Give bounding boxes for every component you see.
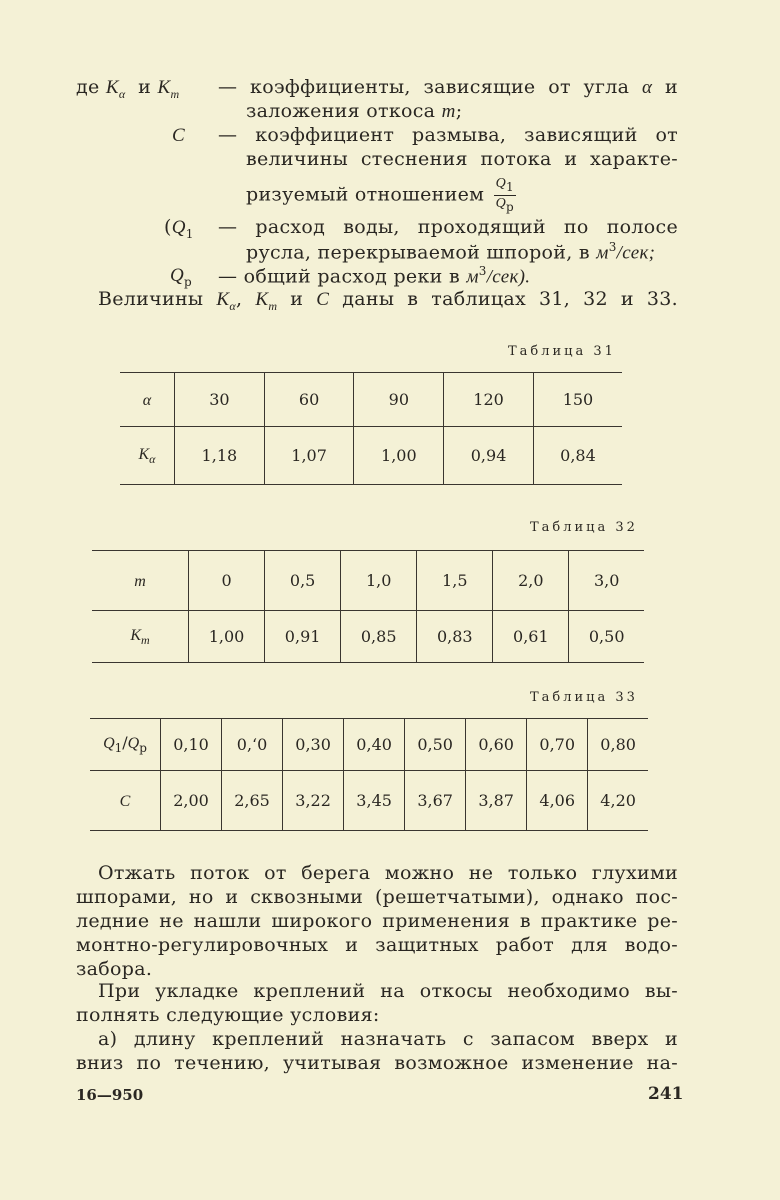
definition-km-text: — коэффициенты, зависящие от угла α и	[218, 76, 678, 98]
table31-cell: 1,18	[175, 427, 265, 485]
definition-c-symbol: C	[172, 125, 185, 146]
table31-alpha-row	[120, 373, 622, 427]
table31-cell: 150	[533, 373, 622, 427]
definition-line-4: величины стеснения потока и характе-	[246, 148, 678, 170]
definition-c-text: — коэффициент размыва, зависящий от	[218, 124, 678, 146]
table32-m-label: m	[92, 551, 189, 611]
table33-cell: 4,20	[588, 771, 648, 831]
table32-cell: 0,83	[417, 611, 493, 663]
paragraph-1-line-5: забора.	[76, 958, 153, 980]
table33-cell: 0,70	[527, 719, 588, 771]
table33-c-label: C	[90, 771, 161, 831]
definition-q1-symbol: ($Q_1$	[164, 216, 194, 241]
table31-ka-row	[120, 427, 622, 485]
definition-line-2: заложения откоса m;	[246, 100, 463, 122]
table33-cell: 3,67	[405, 771, 466, 831]
table32-m-row	[92, 551, 644, 611]
table31-cell: 60	[264, 373, 354, 427]
table33-cell: 0,ʻ0	[222, 719, 283, 771]
table31-alpha-label: α	[120, 373, 175, 427]
table33-cell: 2,65	[222, 771, 283, 831]
definition-line-1: де $K_\alpha$ и $K_m$	[76, 76, 180, 101]
definition-q1-text: — расход воды, проходящий по полосе	[218, 216, 678, 238]
table33-cell: 3,45	[344, 771, 405, 831]
table31-cell: 30	[175, 373, 265, 427]
definition-qp-text: — общий расход реки в $м^3/сек$).	[218, 264, 531, 288]
table32-cell: 0,5	[265, 551, 341, 611]
table31-caption: Таблица 31	[508, 344, 616, 359]
q1-qp-fraction: $\frac{Q_1}{Q_p}$	[495, 176, 514, 214]
table33-caption: Таблица 33	[530, 690, 638, 705]
table31-cell: 120	[444, 373, 534, 427]
table33-cell: 3,87	[466, 771, 527, 831]
table32-cell: 0,85	[341, 611, 417, 663]
table33-cell: 0,80	[588, 719, 648, 771]
table32-km-label: $K_m$	[92, 611, 189, 663]
page-number: 241	[648, 1084, 684, 1104]
table32-cell: 0,61	[493, 611, 569, 663]
table33-cell: 0,30	[283, 719, 344, 771]
paragraph-1-line-1: Отжать поток от берега можно не только глухими	[98, 862, 678, 884]
table33	[90, 718, 648, 831]
definition-qp-symbol: $Q_р$	[170, 265, 193, 289]
table31-ka-label: $K_\alpha$	[120, 427, 175, 485]
table32-cell: 1,5	[417, 551, 493, 611]
table32-cell: 0	[189, 551, 265, 611]
table32-km-row	[92, 611, 644, 663]
printer-signature: 16—950	[76, 1086, 144, 1104]
table33-cell: 2,00	[161, 771, 222, 831]
paragraph-1-line-3: ледние не нашли широкого применения в практике ре-	[76, 910, 678, 932]
table32-caption: Таблица 32	[530, 520, 638, 535]
table32-cell: 1,00	[189, 611, 265, 663]
table33-cell: 0,60	[466, 719, 527, 771]
paragraph-3-line-2: вниз по течению, учитывая возможное изменение на-	[76, 1052, 678, 1074]
paragraph-2-line-2: полнять следующие условия:	[76, 1004, 380, 1026]
table32-cell: 2,0	[493, 551, 569, 611]
paragraph-1-line-2: шпорами, но и сквозными (решетчатыми), однако пос-	[76, 886, 678, 908]
table31-cell: 1,00	[354, 427, 444, 485]
paragraph-1-line-4: монтно-регулировочных и защитных работ для водо-	[76, 934, 678, 956]
table32	[92, 550, 644, 663]
table31-cell: 90	[354, 373, 444, 427]
tables-reference-line: Величины $K_\alpha$, $K_m$ и C даны в таблицах 31, 32 и 33.	[98, 288, 678, 313]
table32-cell: 0,91	[265, 611, 341, 663]
table33-cell: 4,06	[527, 771, 588, 831]
paragraph-3-line-1: а) длину креплений назначать с запасом вверх и	[98, 1028, 678, 1050]
table31	[120, 372, 622, 485]
table31-cell: 0,94	[444, 427, 534, 485]
table33-cell: 0,10	[161, 719, 222, 771]
table33-ratio-row	[90, 719, 648, 771]
table33-c-row	[90, 771, 648, 831]
table32-cell: 1,0	[341, 551, 417, 611]
definition-line-5: ризуемый отношением $\frac{Q_1}{Q_p}$	[246, 176, 514, 214]
table33-cell: 0,50	[405, 719, 466, 771]
table33-ratio-label: $Q_1/Q_p$	[90, 719, 161, 771]
table33-cell: 0,40	[344, 719, 405, 771]
definition-line-7: русла, перекрываемой шпорой, в $м^3$/сек;	[246, 240, 656, 264]
table33-cell: 3,22	[283, 771, 344, 831]
table31-cell: 0,84	[533, 427, 622, 485]
table31-cell: 1,07	[264, 427, 354, 485]
table32-cell: 0,50	[569, 611, 644, 663]
table32-cell: 3,0	[569, 551, 644, 611]
paragraph-2-line-1: При укладке креплений на откосы необходимо вы-	[98, 980, 678, 1002]
